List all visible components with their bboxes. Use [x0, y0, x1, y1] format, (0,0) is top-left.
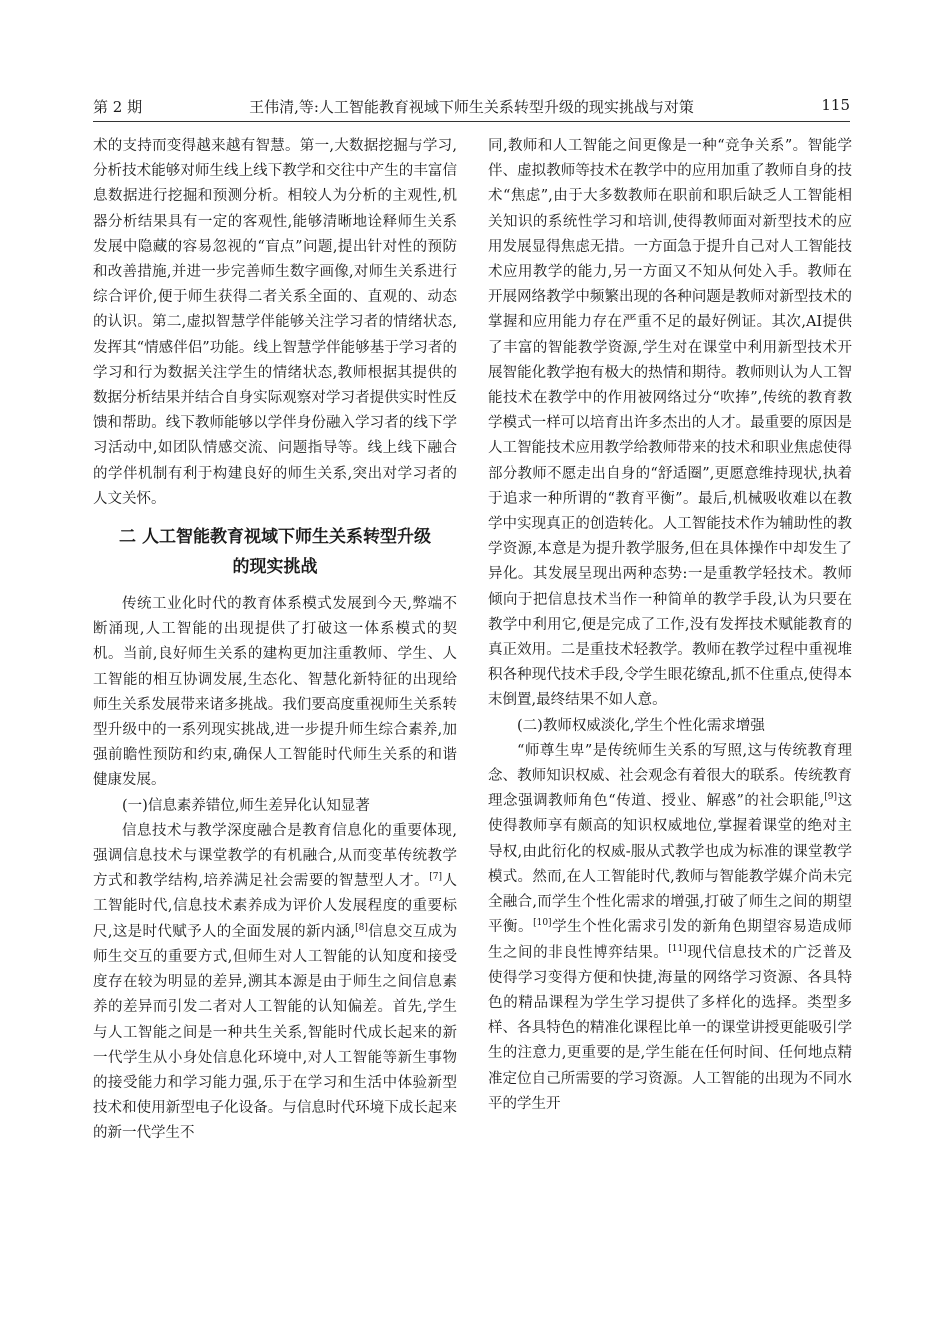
- text-run: 这使得教师享有颇高的知识权威地位,掌握着课堂的绝对主导权,由此衍化的权威-服从式教学也成为标准的课堂教学模式。然而,在人工智能时代,教师与智能教学媒介尚未完全融合,而学生个性化需求的增强,打破了师生之间的期望平衡。: [488, 793, 853, 936]
- page-number: 115: [821, 96, 850, 114]
- paragraph: [488, 739, 852, 1117]
- section-heading: [93, 522, 457, 582]
- citation-9: [9]: [824, 792, 837, 803]
- citation-7: [7]: [429, 872, 442, 883]
- running-title: 王伟清,等:人工智能教育视域下师生关系转型升级的现实挑战与对策: [249, 98, 694, 116]
- paragraph: [93, 819, 457, 1147]
- section-heading-line-1: 二 人工智能教育视域下师生关系转型升级: [119, 527, 431, 548]
- subsection-heading: (二)教师权威淡化,学生个性化需求增强: [517, 717, 765, 734]
- paragraph: 传统工业化时代的教育体系模式发展到今天,弊端不断涌现,人工智能的出现提供了打破这一体系模式的契机。当前,良好师生关系的建构更加注重教师、学生、人工智能的相互协调发展,生态化、智慧化新特征的出现给师生关系发展带来诸多挑战。我们要高度重视师生关系转型升级中的一系列现实挑战,进一步提升师生综合素养,加强前瞻性预防和约束,确保人工智能时代师生关系的和谐健康发展。: [93, 596, 457, 789]
- subsection-heading: (一)信息素养错位,师生差异化认知显著: [122, 797, 370, 814]
- section-heading-line-2: 的现实挑战: [232, 557, 318, 578]
- citation-8: [8]: [355, 922, 368, 933]
- text-run: 信息技术与教学深度融合是教育信息化的重要体现,强调信息技术与课堂教学的有机融合,从而变革传统教学方式和教学结构,培养满足社会需要的智慧型人才。: [93, 822, 457, 890]
- right-column: [488, 134, 852, 1117]
- citation-11: [11]: [668, 943, 687, 954]
- header-rule: [93, 121, 850, 122]
- left-column: [93, 134, 457, 1147]
- text-run: 学生个性化需求引发的新角色期望容易造成师生之间的非良性博弈结果。: [488, 919, 853, 961]
- text-run: 信息交互成为师生交互的重要方式,但师生对人工智能的认知度和接受度存在较为明显的差异,溯其本源是由于师生之间信息素养的差异而引发二者对人工智能的认知偏差。首先,学生与人工智能之间是一种共生关系,智能时代成长起来的新一代学生从小身处信息化环境中,对人工智能等新生事物的接受能力和学习能力强,乐于在学习和生活中体验新型技术和使用新型电子化设备。与信息时代环境下成长起来的新一代学生不: [93, 923, 458, 1142]
- running-header: [93, 96, 850, 118]
- citation-10: [10]: [533, 918, 552, 929]
- paragraph-continued: 术的支持而变得越来越有智慧。第一,大数据挖掘与学习,分析技术能够对师生线上线下教学和交往中产生的丰富信息数据进行挖掘和预测分析。相较人为分析的主观性,机器分析结果具有一定的客观性,能够清晰地诠释师生关系发展中隐藏的容易忽视的“盲点”问题,提出针对性的预防和改善措施,并进一步完善师生数字画像,对师生关系进行综合评价,便于师生获得二者关系全面的、直观的、动态的认识。第二,虚拟智慧学伴能够关注学习者的情绪状态,发挥其“情感伴侣”功能。线上智慧学伴能够基于学习者的学习和行为数据关注学生的情绪状态,教师根据其提供的数据分析结果并结合自身实际观察对学习者提供实时性反馈和帮助。线下教师能够以学伴身份融入学习者的线下学习活动中,如团队情感交流、问题指导等。线上线下融合的学伴机制有利于构建良好的师生关系,突出对学习者的人文关怀。: [93, 138, 457, 507]
- paragraph-continued: 同,教师和人工智能之间更像是一种“竞争关系”。智能学伴、虚拟教师等技术在教学中的应用加重了教师自身的技术“焦虑”,由于大多数教师在职前和职后缺乏人工智能相关知识的系统性学习和培训,使得教师面对新型技术的应用发展显得焦虑无措。一方面急于提升自己对人工智能技术应用教学的能力,另一方面又不知从何处入手。教师在开展网络教学中频繁出现的各种问题是教师对新型技术的掌握和应用能力存在严重不足的最好例证。其次,AI提供了丰富的智能教学资源,学生对在课堂中利用新型技术开展智能化教学抱有极大的热情和期待。教师则认为人工智能技术在教学中的作用被网络过分“吹捧”,传统的教育教学模式一样可以培育出许多杰出的人才。最重要的原因是人工智能技术应用教学给教师带来的技术和职业焦虑使得部分教师不愿走出自身的“舒适圈”,更愿意维持现状,执着于追求一种所谓的“教育平衡”。最后,机械吸收难以在教学中实现真正的创造转化。人工智能技术作为辅助性的教学资源,本意是为提升教学服务,但在具体操作中却发生了异化。其发展呈现出两种态势:一是重教学轻技术。教师倾向于把信息技术当作一种简单的教学手段,认为只要在教学中利用它,便是完成了工作,没有发挥技术赋能教育的真正效用。二是重技术轻教学。教师在教学过程中重视堆积各种现代技术手段,令学生眼花缭乱,抓不住重点,使得本末倒置,最终结果不如人意。: [488, 138, 852, 709]
- text-run: 人工智能时代,信息技术素养成为评价人发展程度的重要标尺,这是时代赋予人的全面发展的新内涵,: [93, 873, 458, 940]
- issue-label: 第 2 期: [93, 98, 143, 116]
- text-run: 现代信息技术的广泛普及使得学习变得方便和快捷,海量的网络学习资源、各具特色的精品课程为学生学习提供了多样化的选择。类型多样、各具特色的精准化课程比单一的课堂讲授更能吸引学生的注意力,更重要的是,学生能在任何时间、任何地点精准定位自己所需要的学习资源。人工智能的出现为不同水平的学生开: [488, 944, 853, 1112]
- text-run: “师尊生卑”是传统师生关系的写照,这与传统教育理念、教师知识权威、社会观念有着很大的联系。传统教育理念强调教师角色“传道、授业、解惑”的社会职能,: [488, 742, 852, 810]
